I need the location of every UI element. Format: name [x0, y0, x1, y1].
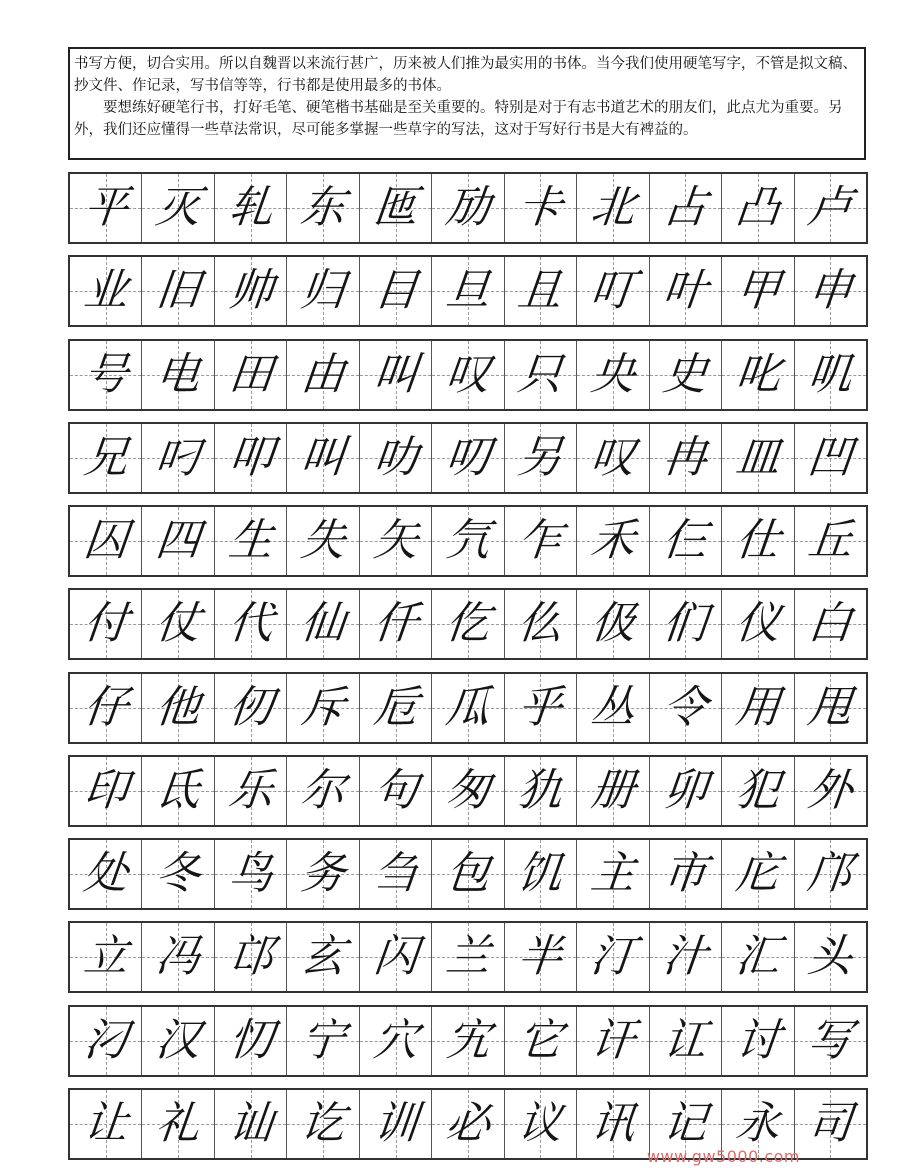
- grid-cell: [142, 174, 214, 242]
- calligraphy-character: 甩: [805, 681, 855, 733]
- calligraphy-character: 叶: [660, 265, 711, 317]
- calligraphy-character: 央: [588, 348, 638, 400]
- calligraphy-character: 叼: [153, 431, 203, 483]
- calligraphy-character: 册: [588, 764, 638, 816]
- calligraphy-character: 只: [515, 348, 566, 400]
- calligraphy-character: 让: [81, 1097, 131, 1149]
- calligraphy-character: 灭: [153, 182, 203, 233]
- calligraphy-character: 叹: [443, 348, 493, 400]
- grid-cell: [650, 174, 722, 242]
- grid-cell: [505, 840, 577, 908]
- grid-cell: [577, 424, 649, 492]
- calligraphy-character: 卡: [515, 182, 566, 233]
- calligraphy-character: 包: [443, 848, 493, 900]
- calligraphy-character: 仪: [733, 598, 783, 650]
- grid-row: [68, 672, 868, 744]
- calligraphy-character: 用: [733, 681, 783, 733]
- grid-cell: [142, 1007, 214, 1075]
- calligraphy-character: 且: [515, 265, 566, 317]
- calligraphy-character: 丛: [588, 681, 638, 733]
- calligraphy-character: 礼: [153, 1097, 203, 1149]
- grid-cell: [432, 257, 504, 325]
- calligraphy-character: 冬: [153, 848, 203, 900]
- calligraphy-character: 北: [588, 182, 638, 233]
- calligraphy-character: 代: [225, 598, 276, 650]
- calligraphy-character: 生: [225, 515, 276, 567]
- grid-row: [68, 339, 868, 411]
- calligraphy-character: 汀: [588, 931, 638, 983]
- calligraphy-character: 务: [298, 848, 348, 900]
- grid-cell: [505, 923, 577, 991]
- calligraphy-character: 汁: [660, 931, 711, 983]
- grid-cell: [215, 757, 287, 825]
- grid-cell: [795, 590, 866, 658]
- grid-cell: [577, 590, 649, 658]
- grid-cell: [142, 590, 214, 658]
- calligraphy-character: 汈: [81, 1014, 131, 1066]
- grid-cell: [215, 840, 287, 908]
- intro-paragraph-1: 书写方便，切合实用。所以自魏晋以来流行甚广，历来被人们推为最实用的书体。当今我们使用硬笔写字，不管是拟文稿、抄文件、作记录，写书信等等，行书都是使用最多的书体。: [74, 56, 857, 94]
- grid-cell: [432, 674, 504, 742]
- grid-row: [68, 838, 868, 910]
- calligraphy-character: 乍: [515, 515, 566, 567]
- calligraphy-character: 宄: [443, 1014, 493, 1066]
- calligraphy-character: 讯: [588, 1097, 638, 1149]
- grid-cell: [577, 174, 649, 242]
- grid-cell: [505, 1090, 577, 1158]
- grid-cell: [70, 174, 142, 242]
- calligraphy-character: 东: [298, 182, 348, 233]
- calligraphy-character: 叫: [370, 348, 421, 400]
- calligraphy-character: 永: [733, 1097, 783, 1149]
- grid-cell: [70, 341, 142, 409]
- grid-cell: [795, 507, 866, 575]
- grid-cell: [360, 674, 432, 742]
- calligraphy-character: 讧: [660, 1014, 711, 1066]
- calligraphy-character: 叽: [805, 348, 855, 400]
- grid-cell: [432, 174, 504, 242]
- grid-row: [68, 255, 868, 327]
- grid-cell: [142, 257, 214, 325]
- calligraphy-character: 庀: [733, 848, 783, 900]
- calligraphy-character: 它: [515, 1014, 566, 1066]
- grid-row: [68, 422, 868, 494]
- grid-cell: [722, 840, 794, 908]
- grid-cell: [360, 1090, 432, 1158]
- grid-cell: [142, 757, 214, 825]
- grid-cell: [505, 174, 577, 242]
- calligraphy-character: 乎: [515, 681, 566, 733]
- grid-cell: [142, 507, 214, 575]
- calligraphy-character: 讪: [225, 1097, 276, 1149]
- grid-cell: [650, 341, 722, 409]
- calligraphy-character: 必: [443, 1097, 493, 1149]
- grid-cell: [722, 923, 794, 991]
- calligraphy-character: 皿: [733, 431, 783, 483]
- grid-cell: [287, 257, 359, 325]
- calligraphy-character: 半: [515, 931, 566, 983]
- calligraphy-character: 另: [515, 431, 566, 483]
- grid-cell: [577, 257, 649, 325]
- calligraphy-character: 付: [81, 598, 131, 650]
- grid-cell: [795, 174, 866, 242]
- calligraphy-character: 禾: [588, 515, 638, 567]
- calligraphy-character: 四: [153, 515, 203, 567]
- calligraphy-character: 穴: [370, 1014, 421, 1066]
- grid-cell: [795, 674, 866, 742]
- grid-cell: [360, 757, 432, 825]
- calligraphy-character: 兄: [81, 431, 131, 483]
- calligraphy-character: 处: [81, 848, 131, 900]
- intro-paragraph-2: 要想练好硬笔行书，打好毛笔、硬笔楷书基础是至关重要的。特别是对于有志书道艺术的朋友们，此点尤为重要。另外，我们还应懂得一些草法常识，尽可能多掌握一些草字的写法，这对于写好行书是大有裨益的。: [74, 100, 843, 138]
- grid-cell: [795, 923, 866, 991]
- grid-cell: [360, 174, 432, 242]
- calligraphy-character: 叩: [225, 431, 276, 483]
- calligraphy-character: 叱: [733, 348, 783, 400]
- calligraphy-character: 邝: [805, 848, 855, 900]
- calligraphy-character: 卢: [805, 182, 855, 233]
- grid-cell: [142, 1090, 214, 1158]
- grid-cell: [650, 1007, 722, 1075]
- calligraphy-character: 汇: [733, 931, 783, 983]
- grid-cell: [215, 341, 287, 409]
- calligraphy-character: 仔: [81, 681, 131, 733]
- grid-cell: [505, 341, 577, 409]
- grid-row: [68, 588, 868, 660]
- calligraphy-character: 主: [588, 848, 638, 900]
- calligraphy-character: 由: [298, 348, 348, 400]
- calligraphy-character: 叨: [443, 431, 493, 483]
- calligraphy-character: 他: [153, 681, 203, 733]
- grid-cell: [722, 757, 794, 825]
- calligraphy-character: 伋: [588, 598, 638, 650]
- intro-text-box: [68, 47, 866, 160]
- grid-cell: [70, 507, 142, 575]
- calligraphy-character: 号: [81, 348, 131, 400]
- calligraphy-character: 讫: [298, 1097, 348, 1149]
- calligraphy-character: 旧: [153, 265, 203, 317]
- grid-cell: [360, 590, 432, 658]
- grid-cell: [432, 757, 504, 825]
- calligraphy-character: 写: [805, 1014, 855, 1066]
- calligraphy-character: 记: [660, 1097, 711, 1149]
- grid-cell: [650, 923, 722, 991]
- grid-cell: [795, 257, 866, 325]
- calligraphy-character: 司: [805, 1097, 855, 1149]
- grid-cell: [722, 674, 794, 742]
- grid-cell: [722, 341, 794, 409]
- calligraphy-character: 印: [81, 764, 131, 816]
- calligraphy-character: 瓜: [443, 681, 493, 733]
- grid-cell: [360, 424, 432, 492]
- grid-cell: [432, 1090, 504, 1158]
- grid-cell: [505, 674, 577, 742]
- grid-cell: [795, 840, 866, 908]
- calligraphy-character: 劢: [443, 182, 493, 233]
- calligraphy-character: 讨: [733, 1014, 783, 1066]
- grid-cell: [505, 257, 577, 325]
- grid-cell: [722, 257, 794, 325]
- grid-row: [68, 1005, 868, 1077]
- calligraphy-character: 仨: [660, 515, 711, 567]
- calligraphy-character: 头: [805, 931, 855, 983]
- grid-cell: [722, 1007, 794, 1075]
- grid-cell: [287, 507, 359, 575]
- calligraphy-character: 斥: [298, 681, 348, 733]
- calligraphy-character: 申: [805, 265, 855, 317]
- calligraphy-character: 业: [81, 265, 131, 317]
- calligraphy-character: 冉: [660, 431, 711, 483]
- calligraphy-character: 仞: [225, 681, 276, 733]
- calligraphy-character: 汉: [153, 1014, 203, 1066]
- grid-cell: [505, 590, 577, 658]
- calligraphy-character: 叹: [588, 431, 638, 483]
- calligraphy-character: 叫: [298, 431, 348, 483]
- grid-cell: [360, 1007, 432, 1075]
- calligraphy-character: 仟: [370, 598, 421, 650]
- grid-cell: [795, 1007, 866, 1075]
- grid-cell: [650, 840, 722, 908]
- grid-row: [68, 505, 868, 577]
- calligraphy-character: 旦: [443, 265, 493, 317]
- grid-cell: [795, 424, 866, 492]
- grid-cell: [70, 1090, 142, 1158]
- calligraphy-character: 目: [370, 265, 421, 317]
- calligraphy-character: 叻: [370, 431, 421, 483]
- grid-cell: [432, 840, 504, 908]
- grid-cell: [432, 590, 504, 658]
- calligraphy-character: 兰: [443, 931, 493, 983]
- calligraphy-character: 甲: [733, 265, 783, 317]
- calligraphy-character: 市: [660, 848, 711, 900]
- calligraphy-character: 匜: [370, 182, 421, 233]
- calligraphy-character: 尔: [298, 764, 348, 816]
- grid-cell: [505, 1007, 577, 1075]
- calligraphy-character: 饥: [515, 848, 566, 900]
- calligraphy-character: 仫: [515, 598, 566, 650]
- calligraphy-character: 宁: [298, 1014, 348, 1066]
- calligraphy-character: 玄: [298, 931, 348, 983]
- grid-cell: [215, 590, 287, 658]
- calligraphy-character: 白: [805, 598, 855, 650]
- grid-cell: [432, 923, 504, 991]
- calligraphy-character: 氕: [443, 515, 493, 567]
- grid-cell: [287, 590, 359, 658]
- calligraphy-character: 卯: [660, 764, 711, 816]
- grid-cell: [215, 424, 287, 492]
- calligraphy-character: 令: [660, 681, 711, 733]
- grid-cell: [215, 507, 287, 575]
- grid-cell: [215, 923, 287, 991]
- grid-cell: [70, 674, 142, 742]
- grid-row: [68, 755, 868, 827]
- grid-cell: [432, 424, 504, 492]
- grid-cell: [722, 424, 794, 492]
- grid-cell: [360, 923, 432, 991]
- grid-cell: [650, 257, 722, 325]
- grid-cell: [795, 1090, 866, 1158]
- grid-row: [68, 172, 868, 244]
- grid-cell: [650, 507, 722, 575]
- grid-cell: [505, 424, 577, 492]
- grid-cell: [287, 923, 359, 991]
- grid-cell: [577, 840, 649, 908]
- grid-cell: [142, 923, 214, 991]
- calligraphy-character: 邙: [225, 931, 276, 983]
- calligraphy-character: 卮: [370, 681, 421, 733]
- calligraphy-character: 匆: [443, 764, 493, 816]
- grid-cell: [287, 757, 359, 825]
- grid-cell: [505, 507, 577, 575]
- calligraphy-character: 犯: [733, 764, 783, 816]
- grid-cell: [70, 424, 142, 492]
- calligraphy-character: 凹: [805, 431, 855, 483]
- calligraphy-character: 凸: [733, 182, 783, 233]
- grid-cell: [432, 341, 504, 409]
- grid-cell: [722, 590, 794, 658]
- grid-cell: [70, 840, 142, 908]
- grid-cell: [142, 674, 214, 742]
- calligraphy-character: 史: [660, 348, 711, 400]
- calligraphy-character: 犰: [515, 764, 566, 816]
- grid-cell: [360, 507, 432, 575]
- calligraphy-character: 鸟: [225, 848, 276, 900]
- grid-cell: [577, 507, 649, 575]
- calligraphy-character: 帅: [225, 265, 276, 317]
- grid-cell: [142, 341, 214, 409]
- calligraphy-character: 占: [660, 182, 711, 233]
- grid-cell: [287, 674, 359, 742]
- calligraphy-character: 们: [660, 598, 711, 650]
- grid-cell: [215, 1090, 287, 1158]
- calligraphy-character: 乐: [225, 764, 276, 816]
- calligraphy-character: 立: [81, 931, 131, 983]
- calligraphy-character: 议: [515, 1097, 566, 1149]
- grid-cell: [432, 507, 504, 575]
- grid-cell: [215, 174, 287, 242]
- grid-cell: [577, 757, 649, 825]
- grid-cell: [432, 1007, 504, 1075]
- calligraphy-character: 归: [298, 265, 348, 317]
- grid-cell: [287, 174, 359, 242]
- calligraphy-character: 外: [805, 764, 855, 816]
- grid-cell: [650, 424, 722, 492]
- grid-cell: [215, 674, 287, 742]
- calligraphy-character: 闪: [370, 931, 421, 983]
- calligraphy-character: 仕: [733, 515, 783, 567]
- calligraphy-character: 冯: [153, 931, 203, 983]
- calligraphy-character: 讦: [588, 1014, 638, 1066]
- calligraphy-character: 电: [153, 348, 203, 400]
- calligraphy-character: 忉: [225, 1014, 276, 1066]
- grid-row: [68, 921, 868, 993]
- grid-cell: [650, 757, 722, 825]
- grid-cell: [360, 341, 432, 409]
- grid-cell: [722, 174, 794, 242]
- calligraphy-character: 田: [225, 348, 276, 400]
- grid-cell: [577, 1007, 649, 1075]
- grid-cell: [795, 757, 866, 825]
- grid-cell: [577, 674, 649, 742]
- calligraphy-character: 平: [81, 182, 131, 233]
- grid-cell: [577, 1090, 649, 1158]
- calligraphy-character: 轧: [225, 182, 276, 233]
- calligraphy-character: 囚: [81, 515, 131, 567]
- grid-cell: [722, 507, 794, 575]
- grid-cell: [287, 1007, 359, 1075]
- grid-cell: [215, 257, 287, 325]
- grid-cell: [577, 923, 649, 991]
- calligraphy-character: 矢: [370, 515, 421, 567]
- grid-cell: [142, 840, 214, 908]
- calligraphy-character: 叮: [588, 265, 638, 317]
- calligraphy-character: 训: [370, 1097, 421, 1149]
- grid-cell: [650, 674, 722, 742]
- calligraphy-character: 刍: [370, 848, 421, 900]
- grid-cell: [215, 1007, 287, 1075]
- grid-cell: [287, 341, 359, 409]
- calligraphy-practice-grid: [68, 172, 868, 1160]
- grid-cell: [287, 424, 359, 492]
- grid-cell: [287, 1090, 359, 1158]
- grid-cell: [650, 590, 722, 658]
- grid-cell: [70, 590, 142, 658]
- calligraphy-character: 仗: [153, 598, 203, 650]
- grid-cell: [360, 840, 432, 908]
- grid-cell: [70, 923, 142, 991]
- calligraphy-character: 丘: [805, 515, 855, 567]
- grid-cell: [70, 757, 142, 825]
- grid-cell: [795, 341, 866, 409]
- grid-cell: [70, 1007, 142, 1075]
- grid-cell: [142, 424, 214, 492]
- grid-cell: [505, 757, 577, 825]
- watermark: www.gw5000.com: [646, 1147, 800, 1166]
- calligraphy-character: 氐: [153, 764, 203, 816]
- calligraphy-character: 仡: [443, 598, 493, 650]
- grid-cell: [360, 257, 432, 325]
- calligraphy-character: 仙: [298, 598, 348, 650]
- grid-cell: [287, 840, 359, 908]
- calligraphy-character: 失: [298, 515, 348, 567]
- calligraphy-character: 句: [370, 764, 421, 816]
- grid-cell: [577, 341, 649, 409]
- grid-cell: [70, 257, 142, 325]
